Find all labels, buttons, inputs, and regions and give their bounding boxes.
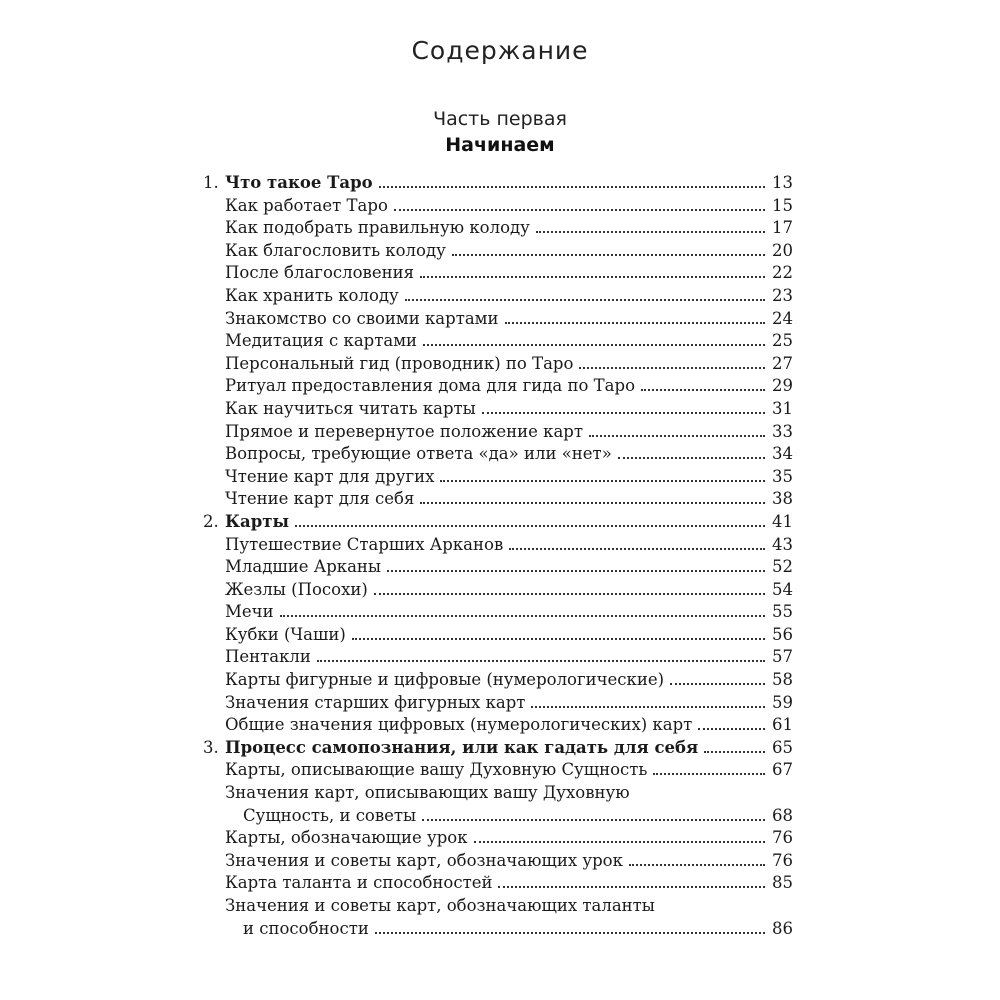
toc-entry	[203, 624, 793, 647]
toc-page-number: 52	[772, 557, 793, 577]
dot-leader	[641, 388, 765, 391]
toc-entry-title: и способности	[243, 918, 369, 938]
toc-entry-title: Как работает Таро	[225, 195, 388, 215]
toc-entry	[203, 850, 793, 873]
chapter-number: 1.	[203, 173, 219, 192]
toc-page-number: 76	[772, 828, 793, 848]
dot-leader	[379, 185, 765, 188]
toc-page-number: 25	[772, 331, 793, 351]
toc-page-number: 29	[772, 376, 793, 396]
toc-entry	[203, 872, 793, 895]
toc-entry-title: Вопросы, требующие ответа «да» или «нет»	[225, 444, 612, 464]
toc-chapter	[203, 172, 793, 195]
dot-leader	[422, 818, 765, 821]
toc-page-number: 54	[772, 579, 793, 599]
dot-leader	[704, 750, 765, 753]
toc-entry	[203, 805, 793, 828]
toc-entry-title: Карты фигурные и цифровые (нумерологические)	[225, 670, 665, 690]
toc-chapter-title: Что такое Таро	[225, 173, 373, 192]
toc-entry	[203, 195, 793, 218]
dot-leader	[374, 592, 765, 595]
toc-entry	[203, 308, 793, 331]
dot-leader	[536, 230, 765, 233]
toc-entry	[203, 353, 793, 376]
toc-entry-title: Как хранить колоду	[225, 285, 399, 305]
toc-entry	[203, 375, 793, 398]
toc-page-number: 24	[772, 308, 793, 328]
toc-entry	[203, 398, 793, 421]
dot-leader	[670, 682, 765, 685]
toc-page-number: 13	[772, 173, 793, 192]
toc-entry	[203, 488, 793, 511]
toc-page-number: 67	[772, 760, 793, 780]
toc-chapter	[203, 511, 793, 534]
toc-page-number: 33	[772, 421, 793, 441]
toc-page-number: 35	[772, 466, 793, 486]
toc-page-number: 76	[772, 850, 793, 870]
toc-chapter-title: Карты	[225, 511, 290, 531]
toc-page-number: 43	[772, 534, 793, 554]
dot-leader	[618, 456, 765, 459]
toc-page-number: 38	[772, 489, 793, 509]
dot-leader	[440, 479, 765, 482]
toc-page-number: 31	[772, 398, 793, 418]
dot-leader	[295, 524, 765, 527]
toc-entry-title: Кубки (Чаши)	[225, 624, 346, 644]
toc-page-number: 61	[772, 715, 793, 735]
toc-page-number: 68	[772, 805, 793, 825]
toc-page-number: 20	[772, 240, 793, 260]
toc-entry	[203, 262, 793, 285]
chapter-number: 3.	[203, 737, 219, 757]
toc-page-number: 57	[772, 647, 793, 667]
toc-entry	[203, 918, 793, 941]
toc-entry-title: Путешествие Старших Арканов	[225, 534, 504, 554]
toc-page-number: 27	[772, 353, 793, 373]
dot-leader	[579, 366, 765, 369]
toc-entry	[203, 646, 793, 669]
toc-page-number: 65	[772, 737, 793, 757]
toc-entry	[203, 285, 793, 308]
toc-page-number: 56	[772, 624, 793, 644]
toc-entry	[203, 692, 793, 715]
part-label: Часть первая	[433, 108, 567, 130]
dot-leader	[420, 501, 765, 504]
toc-chapter-title: Процесс самопознания, или как гадать для себя	[225, 737, 699, 757]
toc-entry	[203, 443, 793, 466]
toc-entry	[203, 217, 793, 240]
dot-leader	[405, 298, 765, 301]
toc-entry-title: Значения старших фигурных карт	[225, 692, 526, 712]
toc-entry	[203, 421, 793, 444]
dot-leader	[474, 840, 765, 843]
toc-entry-title: Пентакли	[225, 647, 311, 667]
toc-entry-title: Значения и советы карт, обозначающих урок	[225, 850, 623, 870]
toc-entry-title: Чтение карт для себя	[225, 489, 415, 509]
toc-entry-title: Знакомство со своими картами	[225, 308, 499, 328]
dot-leader	[452, 253, 765, 256]
toc-page-number: 22	[772, 263, 793, 283]
dot-leader	[375, 931, 765, 934]
toc-entry	[203, 714, 793, 737]
toc-entry	[203, 466, 793, 489]
toc-entry	[203, 534, 793, 557]
page-title: Содержание	[411, 36, 589, 65]
dot-leader	[280, 614, 765, 617]
toc-entry-title: Значения и советы карт, обозначающих таланты	[225, 896, 655, 915]
dot-leader	[423, 343, 765, 346]
toc-chapter	[203, 737, 793, 760]
dot-leader	[505, 321, 766, 324]
toc-entry	[203, 669, 793, 692]
dot-leader	[317, 659, 765, 662]
toc-entry-title: Значения карт, описывающих вашу Духовную	[225, 783, 630, 803]
toc-entry-title: Как подобрать правильную колоду	[225, 218, 530, 238]
toc-entry-title: Чтение карт для других	[225, 466, 435, 486]
toc-entry-title: Сущность, и советы	[243, 805, 417, 825]
toc-page-number: 86	[772, 918, 793, 938]
dot-leader	[698, 727, 765, 730]
toc-entry-title: Младшие Арканы	[225, 557, 382, 577]
toc-entry-title: Карта таланта и способностей	[225, 873, 493, 893]
toc-page-number: 23	[772, 285, 793, 305]
chapter-number: 2.	[203, 511, 219, 531]
toc-entry-title: После благословения	[225, 263, 415, 283]
toc-entry-title: Медитация с картами	[225, 331, 418, 351]
toc-entry-title: Жезлы (Посохи)	[225, 579, 368, 599]
toc-entry-title: Карты, описывающие вашу Духовную Сущность	[225, 760, 648, 780]
toc-entry-title: Как благословить колоду	[225, 240, 446, 260]
dot-leader	[509, 547, 765, 550]
toc-entry-title: Общие значения цифровых (нумерологических) карт	[225, 715, 693, 735]
toc-entry-title: Как научиться читать карты	[225, 398, 476, 418]
dot-leader	[482, 411, 765, 414]
dot-leader	[498, 885, 765, 888]
table-of-contents	[203, 172, 793, 940]
toc-page-number: 58	[772, 670, 793, 690]
toc-entry	[203, 579, 793, 602]
part-title: Начинаем	[445, 134, 555, 156]
toc-page-number: 34	[772, 444, 793, 464]
toc-page-number: 59	[772, 692, 793, 712]
toc-page-number: 85	[772, 873, 793, 893]
toc-page-number: 15	[772, 195, 793, 215]
toc-entry	[203, 556, 793, 579]
toc-page-number: 17	[772, 218, 793, 238]
toc-entry	[203, 240, 793, 263]
dot-leader	[629, 863, 765, 866]
dot-leader	[394, 208, 765, 211]
toc-page-number: 41	[772, 511, 793, 531]
dot-leader	[589, 434, 765, 437]
toc-entry-title: Мечи	[225, 602, 274, 622]
dot-leader	[531, 705, 765, 708]
dot-leader	[352, 637, 765, 640]
toc-entry-title: Персональный гид (проводник) по Таро	[225, 353, 574, 373]
toc-entry-title: Карты, обозначающие урок	[225, 828, 468, 848]
toc-page-number: 55	[772, 602, 793, 622]
dot-leader	[387, 569, 765, 572]
toc-entry-title: Прямое и перевернутое положение карт	[225, 421, 583, 441]
dot-leader	[420, 275, 765, 278]
toc-entry	[203, 601, 793, 624]
toc-entry-title: Ритуал предоставления дома для гида по Таро	[225, 376, 636, 396]
toc-entry	[203, 759, 793, 782]
toc-entry	[203, 330, 793, 353]
toc-entry	[203, 827, 793, 850]
dot-leader	[653, 772, 765, 775]
